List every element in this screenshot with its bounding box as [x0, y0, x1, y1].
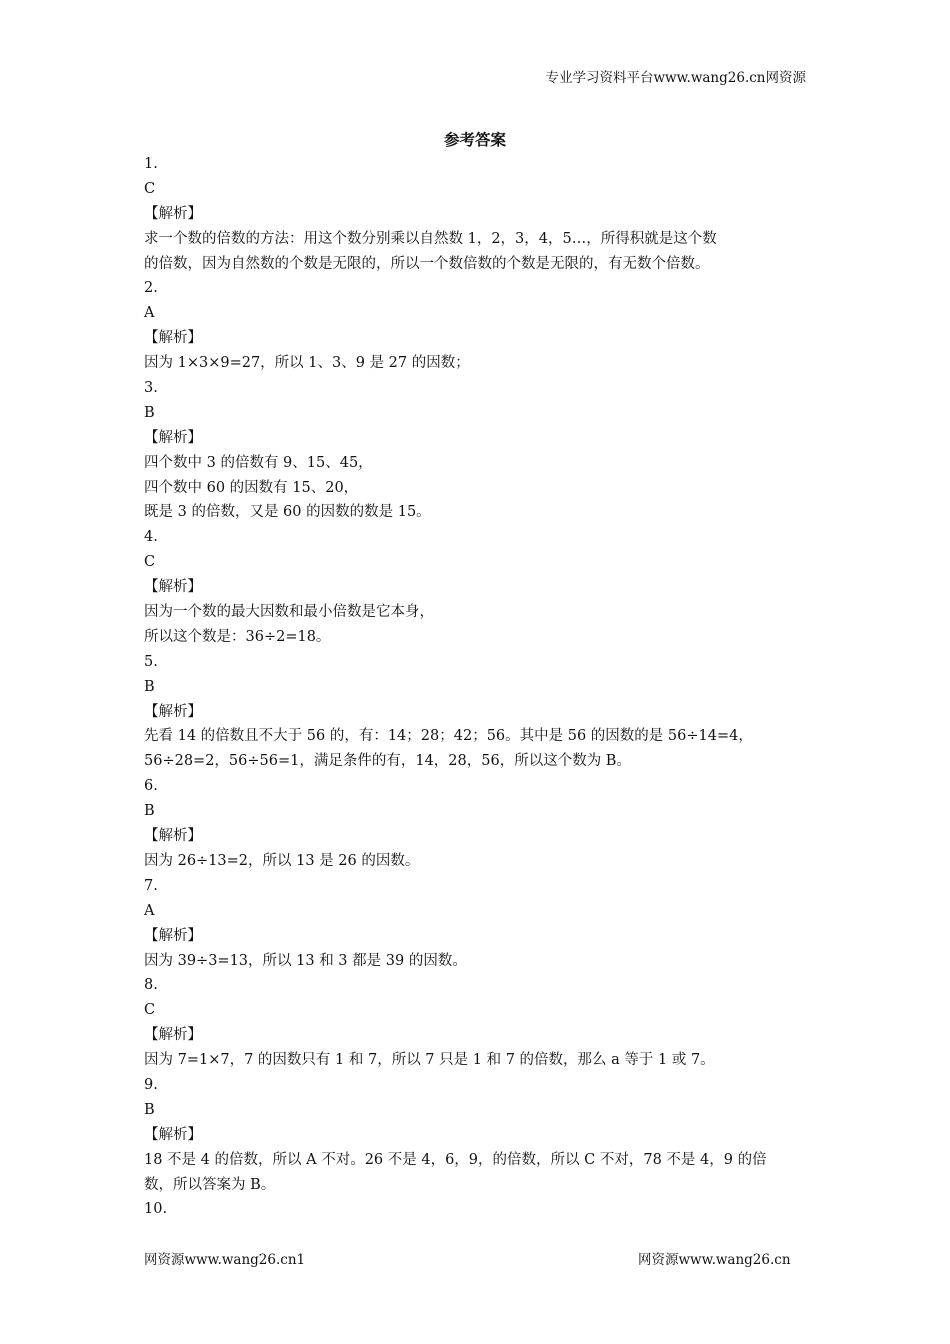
text-line: C: [144, 1002, 156, 1019]
text-line: 3.: [144, 380, 158, 397]
text-line: A: [144, 902, 155, 919]
text-line: B: [144, 404, 155, 421]
text-line: 所以这个数是：36÷2=18。: [144, 628, 331, 645]
text-line: A: [144, 305, 155, 322]
text-line: 2.: [144, 280, 158, 297]
text-line: 5.: [144, 653, 158, 670]
text-line: 四个数中 60 的因数有 15、20，: [144, 479, 359, 496]
text-line: 4.: [144, 529, 158, 546]
text-line: C: [144, 554, 156, 571]
text-line: B: [144, 678, 155, 695]
text-line: 因为 26÷13=2，所以 13 是 26 的因数。: [144, 852, 420, 869]
text-line: 求一个数的倍数的方法：用这个数分别乘以自然数 1，2，3，4，5…，所得积就是这个数: [144, 230, 717, 247]
text-line: 的倍数，因为自然数的个数是无限的，所以一个数倍数的个数是无限的，有无数个倍数。: [144, 255, 710, 272]
text-line: 【解析】: [144, 579, 202, 596]
text-line: 18 不是 4 的倍数，所以 A 不对。26 不是 4，6，9，的倍数，所以 C 不对，78 不是 4，9 的倍: [144, 1151, 767, 1168]
text-line: 8.: [144, 977, 158, 994]
text-line: 因为 39÷3=13，所以 13 和 3 都是 39 的因数。: [144, 952, 467, 969]
text-line: 数，所以答案为 B。: [144, 1176, 276, 1193]
text-line: 因为一个数的最大因数和最小倍数是它本身，: [144, 604, 434, 621]
answer-content: [144, 152, 808, 1222]
text-line: 6.: [144, 778, 158, 795]
text-line: 56÷28=2，56÷56=1，满足条件的有，14，28，56，所以这个数为 B。: [144, 753, 631, 770]
text-line: 7.: [144, 877, 158, 894]
text-line: 既是 3 的倍数，又是 60 的因数的数是 15。: [144, 504, 431, 521]
text-line: 先看 14 的倍数且不大于 56 的，有：14；28；42；56。其中是 56 的因数的是 56÷14=4，: [144, 728, 753, 745]
text-line: 【解析】: [144, 927, 202, 944]
text-line: 【解析】: [144, 828, 202, 845]
text-line: 【解析】: [144, 1126, 202, 1143]
footer-right: 网资源www.wang26.cn: [638, 1252, 791, 1268]
text-line: 【解析】: [144, 429, 202, 446]
text-line: B: [144, 803, 155, 820]
text-line: B: [144, 1101, 155, 1118]
text-line: 9.: [144, 1076, 158, 1093]
page-header: 专业学习资料平台www.wang26.cn网资源: [545, 70, 806, 86]
text-line: 【解析】: [144, 1027, 202, 1044]
text-line: C: [144, 180, 156, 197]
text-line: 【解析】: [144, 205, 202, 222]
page-title: 参考答案: [443, 130, 506, 149]
text-line: 【解析】: [144, 703, 202, 720]
text-line: 1.: [144, 156, 158, 172]
text-line: 因为 1×3×9=27，所以 1、3、9 是 27 的因数；: [144, 355, 470, 372]
text-line: 因为 7=1×7，7 的因数只有 1 和 7，所以 7 只是 1 和 7 的倍数，那么 a 等于 1 或 7。: [144, 1052, 715, 1069]
text-line: 【解析】: [144, 330, 202, 347]
footer-left: 网资源www.wang26.cn1: [144, 1252, 306, 1268]
text-line: 四个数中 3 的倍数有 9、15、45，: [144, 454, 373, 471]
text-line: 10.: [144, 1201, 168, 1218]
